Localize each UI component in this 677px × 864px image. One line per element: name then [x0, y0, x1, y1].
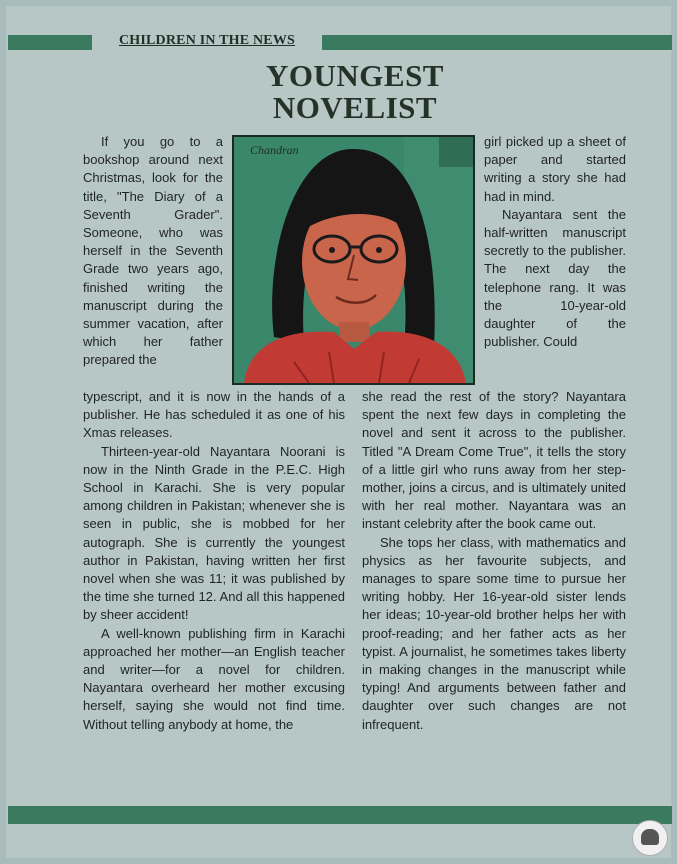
archive-stamp-icon [632, 820, 668, 856]
section-kicker: CHILDREN IN THE NEWS [118, 33, 296, 48]
paragraph-story: she read the rest of the story? Nayantara spent the next few days in completing the novel and sent it across to the publisher. Titled "A Dream Come True", it tells the story of a little girl who runs away from her step-mother, joins a circus, and is ultimately united with her real mother. Nayantara was an instant celebrity after the book came out. [362, 389, 626, 532]
column-2-wide [362, 388, 626, 734]
paragraph-intro: If you go to a bookshop around next Christmas, look for the title, "The Diary of a Seventh Grader". Someone, who was herself in the Seventh Grade two years ago, finished writing the manuscript during the summer vacation, after which her father prepared the [83, 134, 223, 368]
portrait-drawing [234, 137, 473, 383]
headline-line-1: YOUNGEST [266, 58, 444, 93]
headline-line-2: NOVELIST [272, 90, 438, 125]
column-1-narrow [83, 133, 223, 370]
paragraph-nayantara: Thirteen-year-old Nayantara Noorani is now in the Ninth Grade in the P.E.C. High School in Karachi. She is very popular among children in Pakistan; whenever she is seen in public, she is mobbed for her autograph. She is currently the youngest author in Pakistan, having written her first novel when she was 11; it was published by the time she turned 12. And all this happened by sheer accident! [83, 443, 345, 623]
stamp-figure-icon [641, 829, 659, 845]
paragraph-continued: girl picked up a sheet of paper and started writing a story she had had in mind. [484, 134, 626, 204]
header-band-right [322, 35, 672, 50]
paragraph-typescript: typescript, and it is now in the hands of a publisher. He has scheduled it as one of his Xmas releases. [83, 389, 345, 441]
column-1-wide [83, 388, 345, 734]
header-band-left [8, 35, 92, 50]
footer-band [8, 806, 672, 824]
paragraph-publisher: A well-known publishing firm in Karachi approached her mother—an English teacher and writer—for a novel for children. Nayantara overheard her mother excusing herself, saying she would not find time. Without telling anybody at home, the [83, 625, 345, 732]
paragraph-manuscript: Nayantara sent the half-written manuscript secretly to the publisher. The next day the telephone rang. It was the 10-year-old daughter of the publisher. Could [484, 206, 626, 350]
portrait-illustration [232, 135, 475, 385]
paragraph-hobby: She tops her class, with mathematics and physics as her favourite subjects, and manages to spare some time to pursue her writing hobby. Her 16-year-old sister lends her ideas; 10-year-old brother helps her with proof-reading; and her father acts as her typist. A journalist, he sometimes takes liberty in making changes in the manuscript while typing! And arguments between father and daughter over such changes are not infrequent. [362, 534, 626, 732]
headline [222, 60, 488, 124]
artist-signature: Chandran [250, 143, 299, 157]
column-2-narrow [484, 133, 626, 351]
